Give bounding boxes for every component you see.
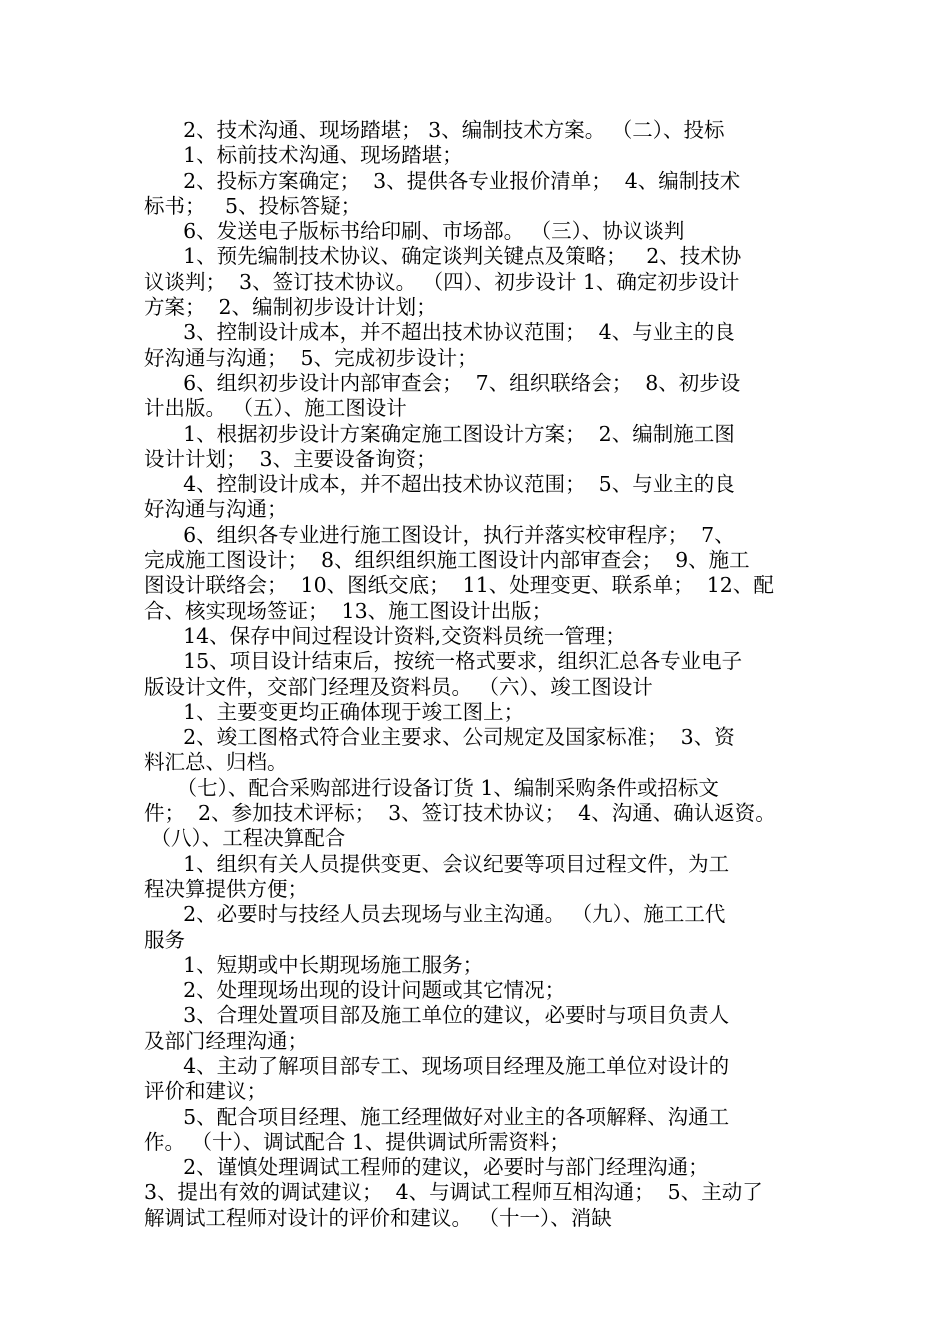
text-line: 好沟通与沟通；: [144, 497, 288, 522]
text-line: 1、组织有关人员提供变更、会议纪要等项目过程文件，为工: [144, 851, 730, 876]
text-line: 2、竣工图格式符合业主要求、公司规定及国家标准； 3、资: [144, 725, 735, 750]
text-line: 及部门经理沟通；: [144, 1028, 308, 1053]
text-line: 1、根据初步设计方案确定施工图设计方案； 2、编制施工图: [144, 421, 735, 446]
text-line: 4、控制设计成本，并不超出技术协议范围； 5、与业主的良: [144, 472, 735, 497]
text-line: 版设计文件，交部门经理及资料员。 （六）、竣工图设计: [144, 674, 653, 699]
text-line: 好沟通与沟通； 5、完成初步设计；: [144, 345, 478, 370]
text-line: 4、主动了解项目部专工、现场项目经理及施工单位对设计的: [144, 1053, 730, 1078]
text-line: 2、必要时与技经人员去现场与业主沟通。 （九）、施工工代: [144, 902, 726, 927]
text-line: 评价和建议；: [144, 1079, 267, 1104]
document-body: [144, 118, 824, 1231]
text-line: 议谈判； 3、签订技术协议。 （四）、初步设计 1、确定初步设计: [144, 269, 740, 294]
text-line: 完成施工图设计； 8、组织组织施工图设计内部审查会； 9、施工: [144, 548, 750, 573]
text-line: 2、投标方案确定； 3、提供各专业报价清单； 4、编制技术: [144, 168, 741, 193]
text-line: 计出版。 （五）、施工图设计: [144, 396, 407, 421]
text-line: （七）、配合采购部进行设备订货 1、编制采购条件或招标文: [144, 775, 719, 800]
text-line: 6、组织初步设计内部审查会； 7、组织联络会； 8、初步设: [144, 370, 741, 395]
text-line: 解调试工程师对设计的评价和建议。 （十一）、消缺: [144, 1205, 612, 1230]
text-line: 程决算提供方便；: [144, 876, 308, 901]
text-line: 2、处理现场出现的设计问题或其它情况；: [144, 978, 566, 1003]
text-line: 1、标前技术沟通、现场踏堪；: [144, 143, 463, 168]
text-line: 15、项目设计结束后，按统一格式要求，组织汇总各专业电子: [144, 649, 743, 674]
text-line: 标书； 5、投标答疑；: [144, 193, 362, 218]
text-line: 1、主要变更均正确体现于竣工图上；: [144, 699, 525, 724]
text-line: 1、短期或中长期现场施工服务；: [144, 952, 484, 977]
text-line: 1、预先编制技术协议、确定谈判关键点及策略； 2、技术协: [144, 244, 742, 269]
text-line: 服务: [144, 927, 185, 952]
text-line: 2、谨慎处理调试工程师的建议，必要时与部门经理沟通；: [144, 1155, 709, 1180]
text-line: 件； 2、参加技术评标； 3、签订技术协议； 4、沟通、确认返资。: [144, 801, 776, 826]
text-line: 方案； 2、编制初步设计计划；: [144, 295, 437, 320]
text-line: 设计计划； 3、主要设备询资；: [144, 446, 437, 471]
text-line: 14、保存中间过程设计资料,交资料员统一管理；: [144, 623, 626, 648]
text-line: 5、配合项目经理、施工经理做好对业主的各项解释、沟通工: [144, 1104, 730, 1129]
text-line: 3、提出有效的调试建议； 4、与调试工程师互相沟通； 5、主动了: [144, 1180, 763, 1205]
text-line: 3、控制设计成本，并不超出技术协议范围； 4、与业主的良: [144, 320, 735, 345]
text-line: 作。 （十）、调试配合 1、提供调试所需资料；: [144, 1129, 570, 1154]
text-line: 6、发送电子版标书给印刷、市场部。 （三）、协议谈判: [144, 219, 685, 244]
text-line: 6、组织各专业进行施工图设计，执行并落实校审程序； 7、: [144, 522, 735, 547]
text-line: 料汇总、归档。: [144, 750, 288, 775]
text-line: 3、合理处置项目部及施工单位的建议，必要时与项目负责人: [144, 1003, 730, 1028]
text-line: 图设计联络会； 10、图纸交底； 11、处理变更、联系单； 12、配: [144, 573, 774, 598]
text-line: （八）、工程决算配合: [144, 826, 346, 851]
text-line: 2、技术沟通、现场踏堪； 3、编制技术方案。 （二）、投标: [144, 118, 725, 142]
text-line: 合、核实现场签证； 13、施工图设计出版；: [144, 598, 553, 623]
